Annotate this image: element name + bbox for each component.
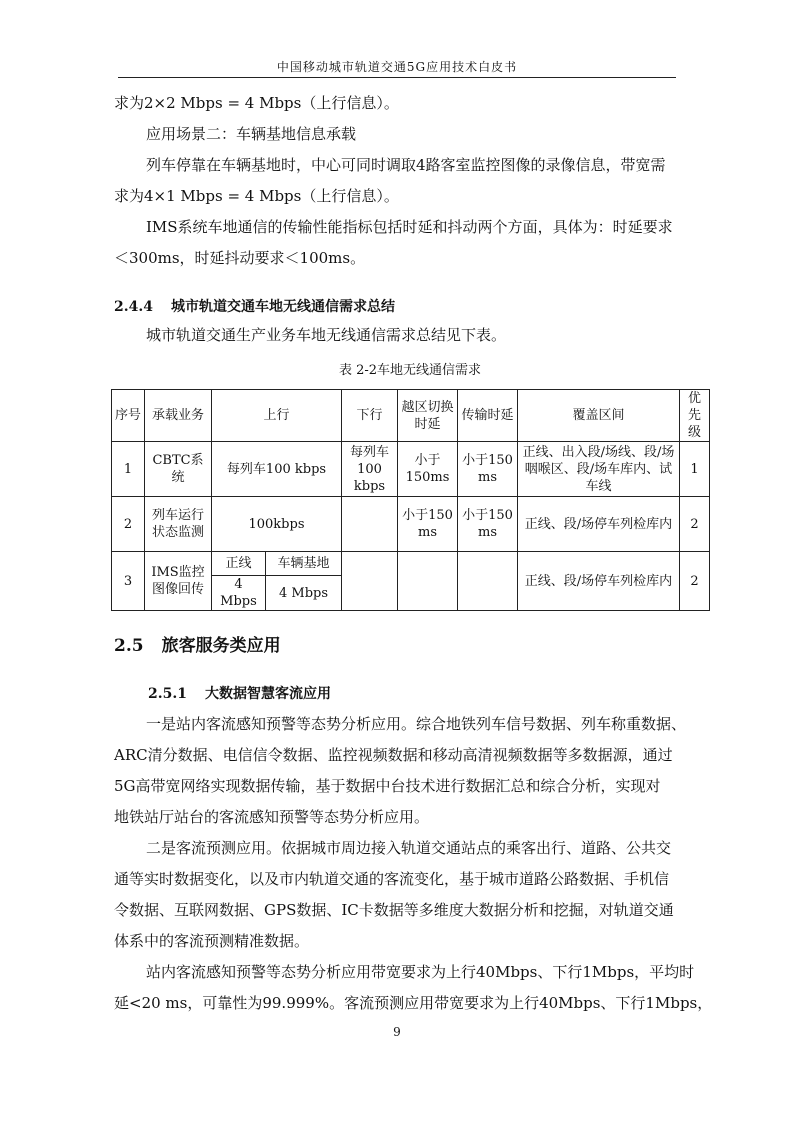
cell-coverage: 正线、出入段/场线、段/场咽喉区、段/场车库内、试车线 bbox=[518, 442, 680, 497]
cell-uplink: 100kbps bbox=[212, 497, 342, 552]
cell-seq: 1 bbox=[112, 442, 145, 497]
paragraph-line: 列车停靠在车辆基地时，中心可同时调取4路客室监控图像的录像信息，带宽需 bbox=[146, 156, 666, 174]
page-number: 9 bbox=[393, 1025, 401, 1039]
section-number: 2.4.4 bbox=[114, 299, 153, 315]
paragraph-line: 体系中的客流预测精准数据。 bbox=[114, 932, 310, 950]
section-heading-2-5-1 bbox=[148, 683, 331, 703]
paragraph-line: 地铁站厅站台的客流感知预警等态势分析应用。 bbox=[114, 808, 430, 826]
cell-service: CBTC系统 bbox=[145, 442, 212, 497]
cell-uplink-mainline-value: 4 Mbps bbox=[212, 576, 266, 611]
paragraph-line: 一是站内客流感知预警等态势分析应用。综合地铁列车信号数据、列车称重数据、 bbox=[146, 715, 687, 733]
paragraph-line: 求为4×1 Mbps = 4 Mbps（上行信息）。 bbox=[114, 187, 399, 205]
cell-uplink-depot-label: 车辆基地 bbox=[266, 552, 342, 576]
cell-handover: 小于150 ms bbox=[398, 497, 458, 552]
paragraph-line: ARC清分数据、电信信令数据、监控视频数据和移动高清视频数据等多数据源，通过 bbox=[114, 746, 673, 764]
requirements-table bbox=[111, 389, 710, 611]
paragraph-line: 令数据、互联网数据、GPS数据、IC卡数据等多维度大数据分析和挖掘，对轨道交通 bbox=[114, 901, 674, 919]
header-coverage: 覆盖区间 bbox=[518, 390, 680, 442]
paragraph-line: 通等实时数据变化，以及市内轨道交通的客流变化，基于城市道路公路数据、手机信 bbox=[114, 870, 670, 888]
table-row bbox=[112, 552, 710, 576]
header-handover: 越区切换时延 bbox=[398, 390, 458, 442]
paragraph-line: ＜300ms，时延抖动要求＜100ms。 bbox=[114, 249, 366, 267]
cell-latency bbox=[458, 552, 518, 611]
cell-downlink: 每列车100 kbps bbox=[342, 442, 398, 497]
cell-downlink bbox=[342, 552, 398, 611]
cell-seq: 3 bbox=[112, 552, 145, 611]
paragraph-line: 二是客流预测应用。依据城市周边接入轨道交通站点的乘客出行、道路、公共交 bbox=[146, 839, 672, 857]
header-downlink: 下行 bbox=[342, 390, 398, 442]
scenario-heading: 应用场景二：车辆基地信息承载 bbox=[146, 125, 357, 143]
section-heading-2-4-4 bbox=[114, 296, 395, 316]
cell-handover bbox=[398, 552, 458, 611]
paragraph-line: IMS系统车地通信的传输性能指标包括时延和抖动两个方面，具体为：时延要求 bbox=[146, 218, 673, 236]
cell-coverage: 正线、段/场停车列检库内 bbox=[518, 552, 680, 611]
cell-coverage: 正线、段/场停车列检库内 bbox=[518, 497, 680, 552]
header-seq: 序号 bbox=[112, 390, 145, 442]
cell-priority: 2 bbox=[680, 497, 710, 552]
header-latency: 传输时延 bbox=[458, 390, 518, 442]
header-uplink: 上行 bbox=[212, 390, 342, 442]
table-row bbox=[112, 442, 710, 497]
section-title: 旅客服务类应用 bbox=[161, 636, 281, 656]
table-header-row bbox=[112, 390, 710, 442]
running-header: 中国移动城市轨道交通5G应用技术白皮书 bbox=[276, 60, 518, 74]
paragraph-line: 5G高带宽网络实现数据传输，基于数据中台技术进行数据汇总和综合分析，实现对 bbox=[114, 777, 661, 795]
cell-uplink-mainline-label: 正线 bbox=[212, 552, 266, 576]
section-number: 2.5 bbox=[114, 636, 144, 656]
cell-latency: 小于150 ms bbox=[458, 442, 518, 497]
table-row bbox=[112, 497, 710, 552]
header-service: 承载业务 bbox=[145, 390, 212, 442]
cell-uplink: 每列车100 kbps bbox=[212, 442, 342, 497]
section-title: 城市轨道交通车地无线通信需求总结 bbox=[170, 299, 395, 315]
cell-seq: 2 bbox=[112, 497, 145, 552]
paragraph-line: 站内客流感知预警等态势分析应用带宽要求为上行40Mbps、下行1Mbps，平均时 bbox=[146, 963, 695, 981]
paragraph-line: 求为2×2 Mbps = 4 Mbps（上行信息）。 bbox=[114, 94, 399, 112]
section-title: 大数据智慧客流应用 bbox=[204, 686, 331, 702]
section-number: 2.5.1 bbox=[148, 686, 187, 702]
paragraph-line: 延<20 ms，可靠性为99.999%。客流预测应用带宽要求为上行40Mbps、下行1Mbps， bbox=[114, 994, 713, 1012]
cell-latency: 小于150 ms bbox=[458, 497, 518, 552]
header-rule bbox=[118, 77, 676, 78]
header-priority: 优先级 bbox=[680, 390, 710, 442]
cell-priority: 2 bbox=[680, 552, 710, 611]
section-heading-2-5 bbox=[114, 631, 281, 656]
cell-priority: 1 bbox=[680, 442, 710, 497]
cell-handover: 小于150ms bbox=[398, 442, 458, 497]
section-intro: 城市轨道交通生产业务车地无线通信需求总结见下表。 bbox=[146, 326, 507, 344]
cell-downlink bbox=[342, 497, 398, 552]
cell-uplink-depot-value: 4 Mbps bbox=[266, 576, 342, 611]
cell-service: 列车运行状态监测 bbox=[145, 497, 212, 552]
cell-service: IMS监控图像回传 bbox=[145, 552, 212, 611]
table-caption: 表 2-2车地无线通信需求 bbox=[338, 363, 482, 378]
